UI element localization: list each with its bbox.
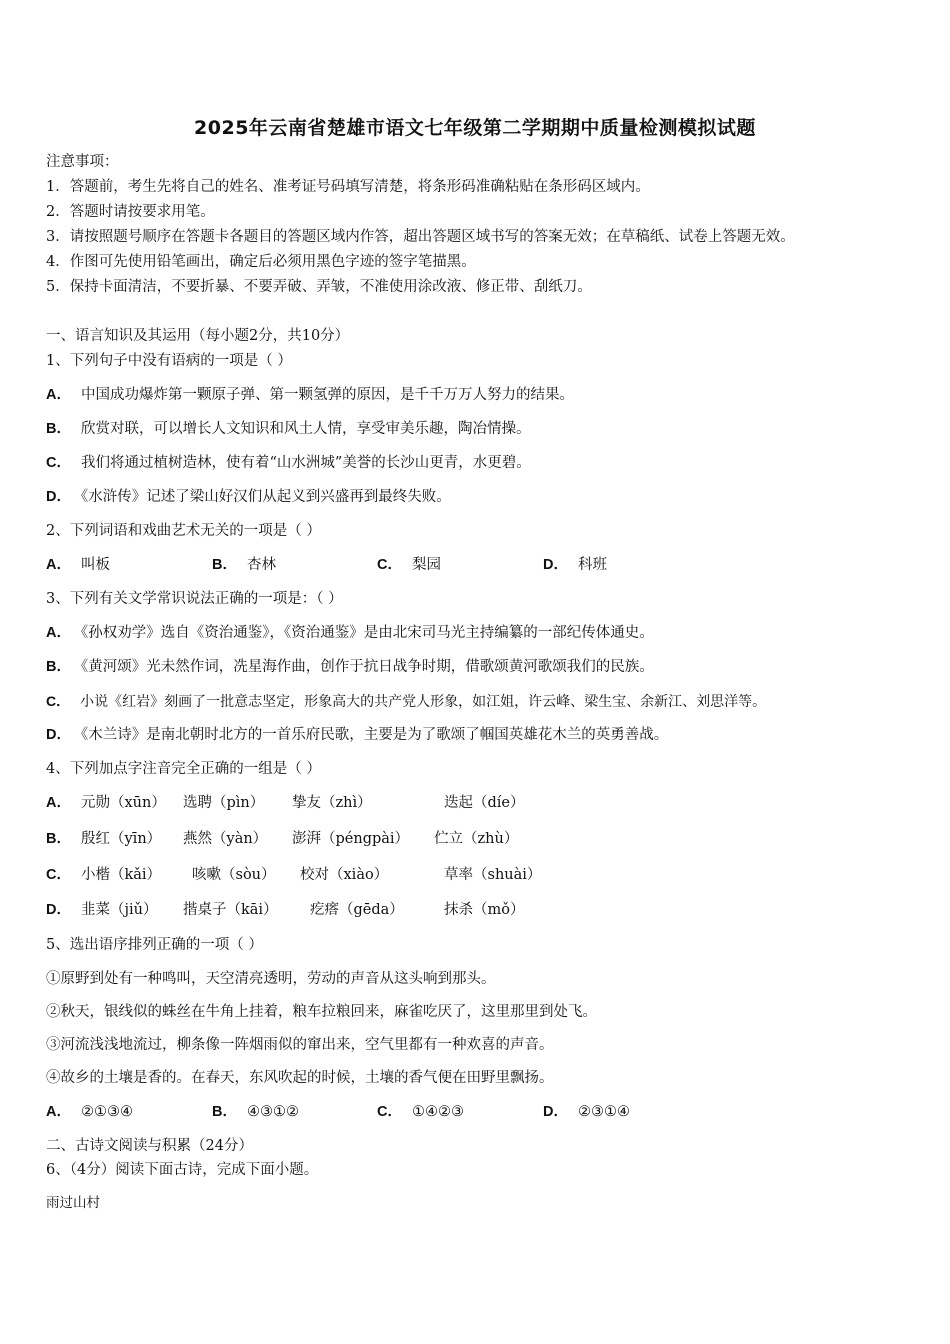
notice-item: 4．作图可先使用铅笔画出，确定后必须用黑色字迹的签字笔描黑。 [46,254,476,270]
sentence: ①原野到处有一种鸣叫，天空清亮透明，劳动的声音从这头响到那头。 [46,971,496,987]
option-text: 科班 [577,557,607,573]
option-b [46,419,530,439]
notice-item: 5．保持卡面清洁，不要折暴、不要弄破、弄皱，不准使用涂改液、修正带、刮纸刀。 [46,279,592,295]
option-label: C． [377,557,402,573]
section-heading: 一、语言知识及其运用（每小题2分，共10分） [46,328,350,344]
pinyin-item: 小楷（kǎi） [80,867,162,883]
option-text: ②③①④ [577,1104,630,1120]
pinyin-item: 挚友（zhì） [292,795,372,811]
option-label: A． [46,795,71,811]
pinyin-item: 草率（shuài） [444,867,542,883]
option-label: D． [46,489,71,505]
option-label: C． [46,867,71,883]
option-a [46,555,110,575]
option-text: 《水浒传》记述了梁山好汉们从起义到兴盛再到最终失败。 [80,489,451,505]
option-label: C． [46,455,71,471]
pinyin-row [46,793,166,813]
option-label: B． [46,421,71,437]
pinyin-item: 校对（xiào） [300,867,389,883]
option-text: 我们将通过植树造林，使有着“山水洲城”美誉的长沙山更青，水更碧。 [80,455,531,471]
option-label: C． [377,1104,402,1120]
pinyin-item: 澎湃（péngpài） [292,831,410,847]
pinyin-item: 元勋（xūn） [80,795,166,811]
option-label: A． [46,557,71,573]
option-c [377,1102,464,1122]
section-heading: 二、古诗文阅读与积累（24分） [46,1138,253,1154]
notice-item: 2．答题时请按要求用笔。 [46,204,215,220]
option-b [212,555,276,575]
option-c [377,555,441,575]
pinyin-item: 殷红（yīn） [80,831,162,847]
option-label: D． [46,902,71,918]
option-text: 杏林 [246,557,276,573]
option-text: 《木兰诗》是南北朝时北方的一首乐府民歌，主要是为了歌颂了帼国英雄花木兰的英勇善战。 [80,727,669,743]
option-text: 叫板 [80,557,110,573]
option-label: B． [212,557,237,573]
option-text: 中国成功爆炸第一颗原子弹、第一颗氢弹的原因，是千千万万人努力的结果。 [80,387,574,403]
option-label: D． [543,1104,568,1120]
sentence: ④故乡的土壤是香的。在春天，东风吹起的时候，土壤的香气便在田野里飘扬。 [46,1070,554,1086]
pinyin-row [46,865,161,885]
option-label: B． [212,1104,237,1120]
option-label: A． [46,1104,71,1120]
question-stem: 6、（4分）阅读下面古诗，完成下面小题。 [46,1162,319,1178]
pinyin-item: 韭菜（jiǔ） [80,902,158,918]
question-stem: 3、下列有关文学常识说法正确的一项是：（ ） [46,591,343,607]
option-a [46,623,654,643]
option-c [46,691,766,712]
option-text: ②①③④ [80,1104,133,1120]
notice-item: 1．答题前，考生先将自己的姓名、准考证号码填写清楚，将条形码准确粘贴在条形码区域内。 [46,179,650,195]
notice-heading: 注意事项： [46,154,119,170]
pinyin-row [46,900,157,920]
option-text: 《孙权劝学》选自《资治通鉴》，《资治通鉴》是由北宋司马光主持编纂的一部纪传体通史。 [80,625,654,641]
option-d [543,1102,630,1122]
option-b [212,1102,299,1122]
pinyin-item: 燕然（yàn） [183,831,268,847]
question-stem: 1、下列句子中没有语病的一项是（ ） [46,353,292,369]
option-label: B． [46,831,71,847]
pinyin-item: 疙瘩（gēda） [310,902,404,918]
option-label: A． [46,387,71,403]
option-text: 《黄河颂》光未然作词，冼星海作曲，创作于抗日战争时期，借歌颂黄河歌颂我们的民族。 [80,659,654,675]
pinyin-item: 揩桌子（kāi） [183,902,278,918]
option-text: 小说《红岩》刻画了一批意志坚定，形象高大的共产党人形象，如江姐，许云峰、梁生宝、余新江、刘思洋等。 [80,694,767,710]
page-title: 2025年云南省楚雄市语文七年级第二学期期中质量检测模拟试题 [194,117,756,139]
pinyin-item: 选聘（pìn） [183,795,265,811]
pinyin-item: 伫立（zhù） [434,831,519,847]
option-text: 欣赏对联，可以增长人文知识和风土人情，享受审美乐趣，陶冶情操。 [80,421,531,437]
option-d [543,555,607,575]
option-label: D． [543,557,568,573]
notice-item: 3．请按照题号顺序在答题卡各题目的答题区域内作答，超出答题区域书写的答案无效；在草稿纸、试卷上答题无效。 [46,229,795,245]
option-label: B． [46,659,71,675]
sentence: ②秋天，银线似的蛛丝在牛角上挂着，粮车拉粮回来，麻雀吃厌了，这里那里到处飞。 [46,1004,597,1020]
option-c [46,453,531,473]
question-stem: 4、下列加点字注音完全正确的一组是（ ） [46,761,321,777]
sentence: ③河流浅浅地流过，柳条像一阵烟雨似的窜出来，空气里都有一种欢喜的声音。 [46,1037,554,1053]
option-d [46,725,668,745]
question-stem: 5、选出语序排列正确的一项（ ） [46,937,263,953]
option-a [46,385,574,405]
option-label: D． [46,727,71,743]
option-label: C． [46,693,71,709]
pinyin-item: 咳嗽（sòu） [192,867,276,883]
pinyin-item: 迭起（díe） [444,795,525,811]
option-label: A． [46,625,71,641]
poem-title: 雨过山村 [46,1195,100,1211]
option-text: ①④②③ [411,1104,464,1120]
option-a [46,1102,133,1122]
option-text: 梨园 [411,557,441,573]
pinyin-row [46,829,161,849]
option-d [46,487,451,507]
option-text: ④③①② [246,1104,299,1120]
option-b [46,657,654,677]
pinyin-item: 抹杀（mǒ） [444,902,525,918]
question-stem: 2、下列词语和戏曲艺术无关的一项是（ ） [46,523,321,539]
